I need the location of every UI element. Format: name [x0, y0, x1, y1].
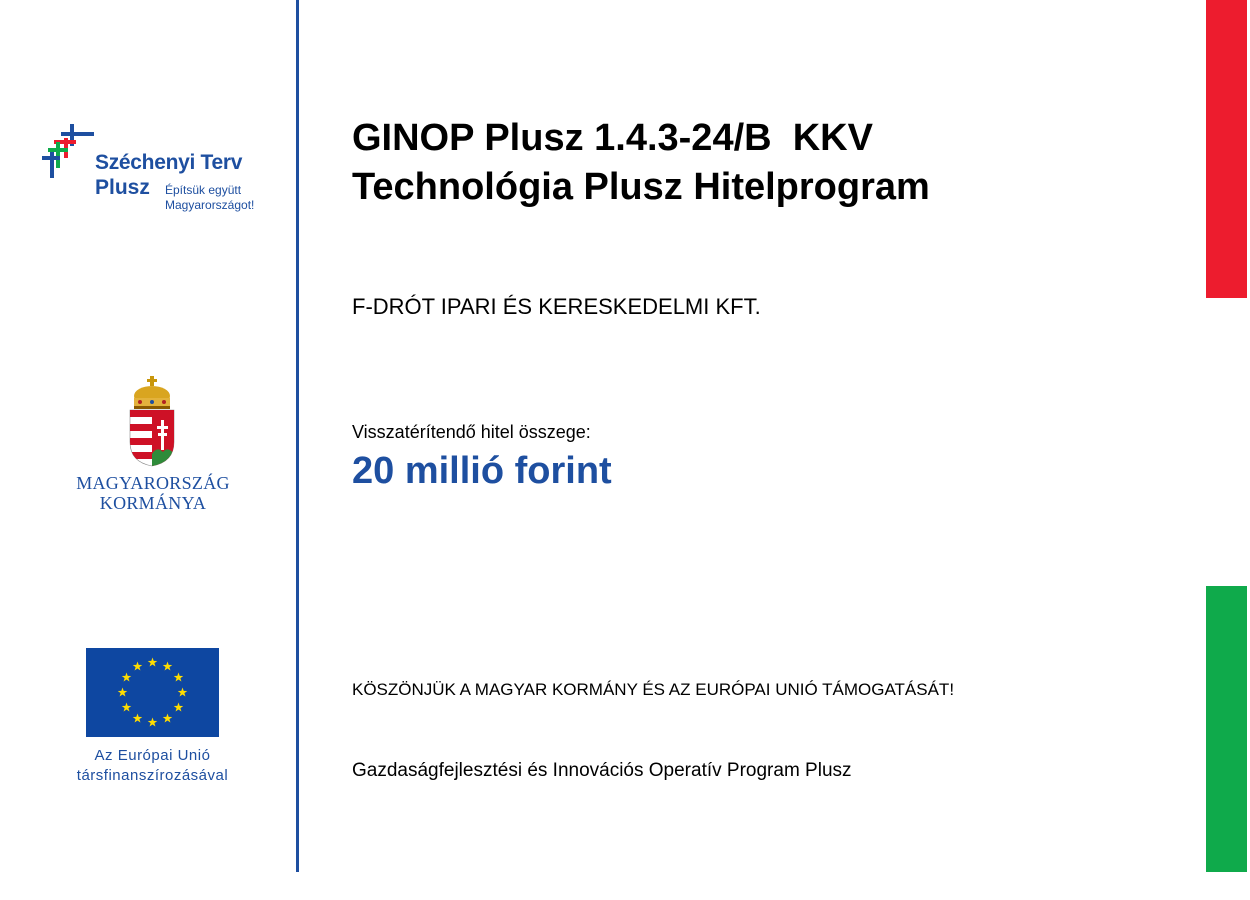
eu-line1: Az Európai Unió	[94, 747, 211, 764]
szechenyi-terv-logo	[42, 124, 272, 219]
eu-flag-icon	[86, 648, 219, 737]
eu-logo-text	[50, 746, 255, 786]
flag-stripe-green	[1206, 586, 1247, 872]
szechenyi-plus: Plusz	[95, 176, 150, 199]
thanks-text: KÖSZÖNJÜK A MAGYAR KORMÁNY ÉS AZ EURÓPAI UNIÓ TÁMOGATÁSÁT!	[352, 680, 955, 699]
beneficiary-company: F-DRÓT IPARI ÉS KERESKEDELMI KFT.	[352, 294, 761, 319]
flag-stripe-white	[1206, 298, 1247, 586]
vertical-divider	[296, 0, 299, 872]
szechenyi-slogan-line1: Építsük együtt	[165, 183, 242, 197]
flag-stripe-red	[1206, 0, 1247, 298]
loan-amount-value: 20 millió forint	[352, 450, 612, 492]
loan-amount-label: Visszatérítendő hitel összege:	[352, 422, 591, 442]
project-title-line1: GINOP Plusz 1.4.3-24/B KKV	[352, 117, 873, 159]
government-logo-text	[60, 473, 246, 513]
eu-line2: társfinanszírozásával	[76, 767, 229, 784]
program-name: Gazdaságfejlesztési és Innovációs Operatív Program Plusz	[352, 760, 852, 781]
government-line2: KORMÁNYA	[99, 493, 207, 513]
szechenyi-title: Széchenyi Terv	[95, 151, 243, 174]
project-title	[352, 114, 930, 212]
hungarian-coat-of-arms-icon	[126, 376, 178, 468]
government-line1: MAGYARORSZÁG	[76, 473, 230, 493]
szechenyi-cross-icon	[42, 124, 94, 180]
project-title-line2: Technológia Plusz Hitelprogram	[352, 166, 930, 208]
szechenyi-slogan	[165, 183, 254, 213]
szechenyi-slogan-line2: Magyarországot!	[165, 198, 255, 212]
